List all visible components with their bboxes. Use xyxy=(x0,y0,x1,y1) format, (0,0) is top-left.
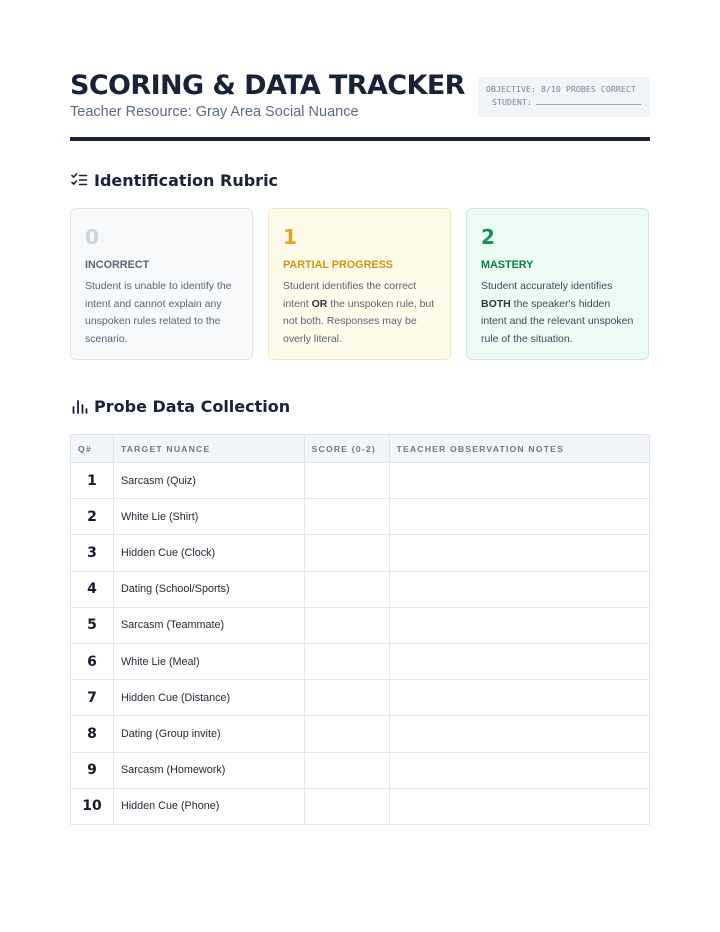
bar-chart-icon xyxy=(70,397,88,415)
question-number: 4 xyxy=(71,571,114,607)
checklist-icon xyxy=(70,171,88,189)
observation-notes-cell[interactable] xyxy=(389,571,650,607)
document-header xyxy=(70,68,650,142)
observation-notes-cell[interactable] xyxy=(389,463,650,499)
table-row xyxy=(71,535,650,571)
score-cell[interactable] xyxy=(304,788,389,824)
observation-notes-cell[interactable] xyxy=(389,788,650,824)
question-number: 3 xyxy=(71,535,114,571)
question-number: 7 xyxy=(71,680,114,716)
target-nuance-cell: Sarcasm (Teammate) xyxy=(113,607,304,643)
rubric-description xyxy=(481,278,634,348)
rubric-level-label: INCORRECT xyxy=(85,259,150,271)
table-row xyxy=(71,788,650,824)
target-nuance-cell: Dating (Group invite) xyxy=(113,716,304,752)
rubric-cards xyxy=(70,208,650,360)
score-cell[interactable] xyxy=(304,463,389,499)
question-number: 1 xyxy=(71,463,114,499)
target-nuance-cell: Hidden Cue (Clock) xyxy=(113,535,304,571)
score-cell[interactable] xyxy=(304,571,389,607)
target-nuance-cell: Dating (School/Sports) xyxy=(113,571,304,607)
observation-notes-cell[interactable] xyxy=(389,752,650,788)
probe-heading xyxy=(70,397,290,417)
table-row xyxy=(71,643,650,679)
question-number: 10 xyxy=(71,788,114,824)
score-cell[interactable] xyxy=(304,499,389,535)
rubric-text-part: Student identifies the correct intent xyxy=(283,280,417,310)
score-cell[interactable] xyxy=(304,607,389,643)
table-row xyxy=(71,680,650,716)
page-title: SCORING & DATA TRACKER xyxy=(70,70,465,101)
probe-table xyxy=(70,434,650,825)
rubric-level-label: MASTERY xyxy=(481,259,534,271)
score-cell[interactable] xyxy=(304,752,389,788)
observation-notes-cell[interactable] xyxy=(389,716,650,752)
score-cell[interactable] xyxy=(304,716,389,752)
probe-table-body xyxy=(71,463,650,825)
observation-notes-cell[interactable] xyxy=(389,680,650,716)
question-number: 2 xyxy=(71,499,114,535)
table-row xyxy=(71,716,650,752)
table-header-row xyxy=(71,435,650,463)
observation-notes-cell[interactable] xyxy=(389,607,650,643)
observation-notes-cell[interactable] xyxy=(389,535,650,571)
target-nuance-cell: Sarcasm (Quiz) xyxy=(113,463,304,499)
objective-text: OBJECTIVE: 8/10 PROBES CORRECT xyxy=(486,84,636,94)
observation-notes-cell[interactable] xyxy=(389,643,650,679)
table-row xyxy=(71,499,650,535)
table-row xyxy=(71,752,650,788)
student-line xyxy=(486,96,642,109)
question-number: 5 xyxy=(71,607,114,643)
rubric-text-part: the speaker's hidden intent and the relevant unspoken rule of the situation. xyxy=(481,297,634,345)
header-divider xyxy=(70,137,650,141)
observation-notes-cell[interactable] xyxy=(389,499,650,535)
rubric-card-mastery xyxy=(466,208,649,360)
rubric-description xyxy=(283,278,436,348)
probe-heading-text: Probe Data Collection xyxy=(94,397,291,416)
rubric-score: 1 xyxy=(283,225,297,249)
column-header-q: Q# xyxy=(71,435,114,463)
rubric-card-incorrect xyxy=(70,208,253,360)
target-nuance-cell: White Lie (Meal) xyxy=(113,643,304,679)
rubric-level-label: PARTIAL PROGRESS xyxy=(283,259,393,271)
rubric-heading-text: Identification Rubric xyxy=(94,171,279,190)
score-cell[interactable] xyxy=(304,643,389,679)
page-subtitle: Teacher Resource: Gray Area Social Nuance xyxy=(70,104,359,120)
question-number: 6 xyxy=(71,643,114,679)
question-number: 9 xyxy=(71,752,114,788)
target-nuance-cell: Hidden Cue (Distance) xyxy=(113,680,304,716)
rubric-text-part: the unspoken rule, but not both. Responses may be overly literal. xyxy=(283,297,435,345)
target-nuance-cell: Sarcasm (Homework) xyxy=(113,752,304,788)
rubric-text-part: Student accurately identifies xyxy=(481,280,613,292)
rubric-score: 2 xyxy=(481,225,495,249)
column-header-notes: TEACHER OBSERVATION NOTES xyxy=(389,435,650,463)
score-cell[interactable] xyxy=(304,535,389,571)
rubric-description: Student is unable to identify the intent and cannot explain any unspoken rules related to the scenario. xyxy=(85,280,232,345)
question-number: 8 xyxy=(71,716,114,752)
rubric-card-partial xyxy=(268,208,451,360)
target-nuance-cell: White Lie (Shirt) xyxy=(113,499,304,535)
table-row xyxy=(71,607,650,643)
rubric-text-emphasis: BOTH xyxy=(481,297,511,310)
rubric-heading xyxy=(70,171,278,191)
target-nuance-cell: Hidden Cue (Phone) xyxy=(113,788,304,824)
student-label: STUDENT: xyxy=(492,97,532,107)
student-name-field[interactable] xyxy=(536,96,641,105)
score-cell[interactable] xyxy=(304,680,389,716)
rubric-score: 0 xyxy=(85,225,99,249)
column-header-score: SCORE (0-2) xyxy=(304,435,389,463)
objective-box xyxy=(478,77,650,117)
column-header-nuance: TARGET NUANCE xyxy=(113,435,304,463)
rubric-text-emphasis: OR xyxy=(311,297,328,310)
table-row xyxy=(71,571,650,607)
table-row xyxy=(71,463,650,499)
